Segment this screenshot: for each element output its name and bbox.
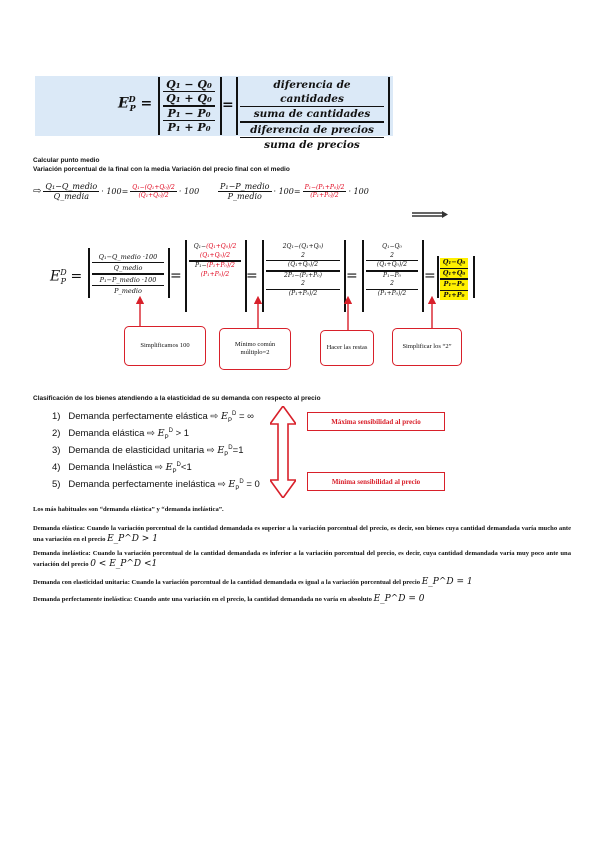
habituales-note: Los más habituales son “demanda elástica” y “demanda inelástica”. xyxy=(33,506,224,513)
midpoint-heading: Calcular punto medio xyxy=(33,157,100,164)
header-eq2: = xyxy=(222,97,234,113)
eq-sign-1: = xyxy=(170,268,182,284)
max-sensitivity-label: Máxima sensibilidad al precio xyxy=(307,412,445,431)
callout-simplify-2: Simplificar los “2” xyxy=(392,328,462,366)
callout-simplify-100: Simplificamos 100 xyxy=(124,326,206,366)
midpoint-p-expression: $\frac{\text{P₁−P\_medio}}{\text{P\_medio}}$ · 100= $\frac{\text{P₁−(P₁+P₀)/2}}{\text{(P₁+P₀)/2}}$ · 100 xyxy=(220,182,369,201)
callout-restas: Hacer las restas xyxy=(320,330,374,366)
derivation-step-4-content: Q₁−Q₀ 2 (Q₁+Q₀)/2 P₁−P₀ 2 (P₁+P₀)/2 xyxy=(366,243,418,298)
midpoint-subheading: Variación porcentual de la final con la media Variación del precio final con el medio xyxy=(33,166,290,173)
note-unitary: Demanda con elasticidad unitaria: Cuando la variación porcentual de la cantidad demandada es igual a la variación porcentual del precio E_P^D = 1 xyxy=(33,577,473,587)
eq-sign-2: = xyxy=(246,268,258,284)
derivation-result: Q₁−Q₀ Q₁+Q₀ P₁−P₀ P₁+P₀ xyxy=(440,258,468,300)
classification-item: 3) Demanda de elasticidad unitaria ⇨ $E_P^D=1$ xyxy=(52,445,244,459)
classification-item: 5) Demanda perfectamente inelástica ⇨ $E_P^D = 0$ xyxy=(52,479,260,493)
derivation-step-1-content: Q₁−Q_medio ·100 Q_medio P₁−P_medio ·100 P_medio xyxy=(92,252,164,296)
note-perfect-inelastic: Demanda perfectamente inelástica: Cuando ante una variación en el precio, la cantidad demandada no varía en absoluto E_P^D = 0 xyxy=(33,594,425,604)
eq-sign-4: = xyxy=(424,268,436,284)
eq-sign-3: = xyxy=(346,268,358,284)
derivation-lhs: $E^D_P$ = xyxy=(50,268,83,287)
double-arrow-icon xyxy=(270,406,296,498)
classification-item: 1) Demanda perfectamente elástica ⇨ $E_P^D$ = ∞ xyxy=(52,411,254,425)
callout-mcm: Mínimo común múltiplo=2 xyxy=(219,328,291,370)
classification-list xyxy=(52,411,260,496)
derivation-step-2-content: Q₁−(Q₁+Q₀)/2 (Q₁+Q₀)/2 P₁−(P₁+P₀)/2 (P₁+P₀)/2 xyxy=(189,243,241,279)
note-inelastic: Demanda inelástica: Cuando la variación porcentual de la cantidad demandada es inferior a la variación porcentual del precio, es decir, cuya cantidad demandada varía muy poco ante una variación del precio 0 < E_P^D <1 xyxy=(33,550,571,569)
min-sensitivity-label: Mínima sensibilidad al precio xyxy=(307,472,445,491)
classification-item: 2) Demanda elástica ⇨ $E_P^D > 1$ xyxy=(52,428,190,442)
classification-item: 4) Demanda Inelástica ⇨ $E_P^D<1$ xyxy=(52,462,192,476)
header-words: diferencia de cantidades suma de cantidades diferencia de precios suma de precios xyxy=(240,78,384,152)
header-f1: Q₁ − Q₀ Q₁ + Q₀ P₁ − P₀ P₁ + P₀ xyxy=(163,78,215,134)
note-elastic: Demanda elástica: Cuando la variación porcentual de la cantidad demandada es superior a la variación porcentual del precio, es decir, son bienes cuya cantidad demandada varía mucho ante una variación en el precio E_P^D > 1 xyxy=(33,525,571,544)
derivation-step-3-content: 2Q₁−(Q₁+Q₀) 2 (Q₁+Q₀)/2 2P₁−(P₁+P₀) 2 (P₁+P₀)/2 xyxy=(266,243,340,298)
midpoint-q-expression: ⇨ $\frac{\text{Q₁−Q\_medio}}{\text{Q\_media}}$ · 100= $\frac{\text{Q₁−(Q₁+Q₀)/2}}{\text{(Q₁+Q₀)/2}}$ · 100 xyxy=(33,182,200,201)
header-lhs: $E^D_P$ = xyxy=(118,94,153,114)
classification-heading: Clasificación de los bienes atendiendo a la elasticidad de su demanda con respecto al precio xyxy=(33,395,321,402)
